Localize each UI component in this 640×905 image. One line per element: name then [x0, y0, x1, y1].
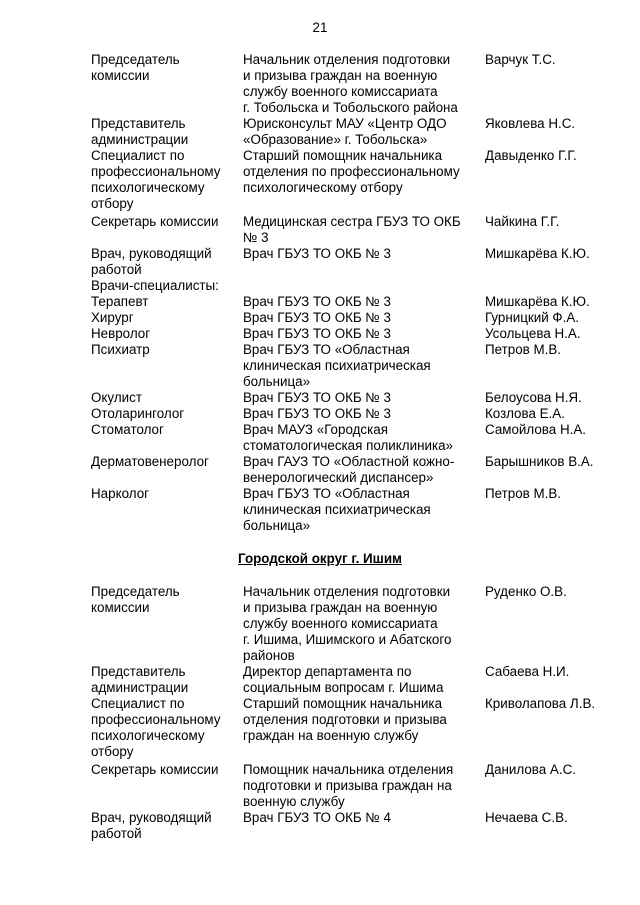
member-role: Дерматовенеролог	[91, 454, 209, 469]
member-role: Врач, руководящий работой Врачи-специалисты:	[91, 246, 219, 293]
member-role: Специалист по профессиональному психологическому отбору	[91, 696, 221, 759]
member-name: Руденко О.В.	[485, 584, 567, 599]
member-position: Врач ГБУЗ ТО ОКБ № 3	[243, 390, 391, 405]
member-position: Начальник отделения подготовки и призыва граждан на военную службу военного комиссариата г. Тобольска и Тобольского района	[243, 52, 458, 115]
member-role: Председатель комиссии	[91, 584, 180, 615]
table-row	[0, 246, 640, 294]
commission-table-tobolsk	[0, 52, 640, 534]
member-role: Отоларинголог	[91, 406, 185, 421]
table-row	[0, 294, 640, 310]
member-name: Усольцева Н.А.	[485, 326, 581, 341]
table-row	[0, 486, 640, 534]
table-row	[0, 326, 640, 342]
member-position: Директор департамента по социальным вопросам г. Ишима	[243, 664, 444, 695]
table-row	[0, 390, 640, 406]
member-name: Гурницкий Ф.А.	[485, 310, 579, 325]
member-position: Врач ГБУЗ ТО ОКБ № 3	[243, 246, 391, 261]
member-position: Врач МАУЗ «Городская стоматологическая поликлиника»	[243, 422, 454, 453]
member-role: Нарколог	[91, 486, 150, 501]
member-position: Врач ГБУЗ ТО «Областная клиническая психиатрическая больница»	[243, 486, 431, 533]
member-position: Врач ГБУЗ ТО ОКБ № 3	[243, 310, 391, 325]
member-name: Чайкина Г.Г.	[485, 214, 560, 229]
table-row	[0, 342, 640, 390]
member-position: Врач ГБУЗ ТО ОКБ № 4	[243, 810, 391, 825]
member-name: Мишкарёва К.Ю.	[485, 294, 590, 309]
member-role: Секретарь комиссии	[91, 214, 219, 229]
member-name: Белоусова Н.Я.	[485, 390, 582, 405]
member-position: Начальник отделения подготовки и призыва граждан на военную службу военного комиссариата г. Ишима, Ишимского и Абатского районов	[243, 584, 452, 663]
member-position: Юрисконсульт МАУ «Центр ОДО «Образование» г. Тобольска»	[243, 116, 447, 147]
member-name: Варчук Т.С.	[485, 52, 556, 67]
table-row	[0, 422, 640, 454]
member-role: Представитель администрации	[91, 116, 189, 147]
member-role: Невролог	[91, 326, 151, 341]
table-row	[0, 52, 640, 116]
member-role: Представитель администрации	[91, 664, 189, 695]
table-row	[0, 762, 640, 810]
table-row	[0, 406, 640, 422]
commission-table-ishim	[0, 584, 640, 842]
member-name: Давыденко Г.Г.	[485, 148, 577, 163]
member-role: Секретарь комиссии	[91, 762, 219, 777]
member-position: Медицинская сестра ГБУЗ ТО ОКБ № 3	[243, 214, 461, 245]
member-position: Врач ГБУЗ ТО ОКБ № 3	[243, 326, 391, 341]
member-role: Хирург	[91, 310, 134, 325]
member-role: Терапевт	[91, 294, 149, 309]
table-row	[0, 116, 640, 148]
table-row	[0, 810, 640, 842]
member-position: Врач ГБУЗ ТО ОКБ № 3	[243, 294, 391, 309]
member-name: Барышников В.А.	[485, 454, 594, 469]
member-position: Врач ГБУЗ ТО ОКБ № 3	[243, 406, 391, 421]
member-position: Старший помощник начальника отделения подготовки и призыва граждан на военную службу	[243, 696, 447, 743]
member-position: Врач ГАУЗ ТО «Областной кожно- венерологический диспансер»	[243, 454, 455, 485]
table-row	[0, 214, 640, 246]
table-row	[0, 148, 640, 214]
member-name: Козлова Е.А.	[485, 406, 565, 421]
member-name: Самойлова Н.А.	[485, 422, 586, 437]
member-role: Психиатр	[91, 342, 150, 357]
member-name: Яковлева Н.С.	[485, 116, 576, 131]
section-heading: Городской округ г. Ишим	[238, 551, 402, 566]
member-role: Врач, руководящий работой	[91, 810, 212, 841]
member-name: Мишкарёва К.Ю.	[485, 246, 590, 261]
member-name: Данилова А.С.	[485, 762, 576, 777]
table-row	[0, 310, 640, 326]
member-position: Старший помощник начальника отделения по профессиональному психологическому отбору	[243, 148, 460, 195]
member-role: Окулист	[91, 390, 142, 405]
member-position: Помощник начальника отделения подготовки и призыва граждан на военную службу	[243, 762, 454, 809]
member-name: Криволапова Л.В.	[485, 696, 596, 711]
member-name: Петров М.В.	[485, 486, 562, 501]
page-number: 21	[312, 20, 328, 35]
table-row	[0, 696, 640, 762]
member-position: Врач ГБУЗ ТО «Областная клиническая психиатрическая больница»	[243, 342, 431, 389]
member-role: Стоматолог	[91, 422, 164, 437]
table-row	[0, 454, 640, 486]
member-name: Петров М.В.	[485, 342, 562, 357]
table-row	[0, 584, 640, 664]
member-role: Председатель комиссии	[91, 52, 180, 83]
member-name: Сабаева Н.И.	[485, 664, 570, 679]
member-role: Специалист по профессиональному психологическому отбору	[91, 148, 221, 211]
member-name: Нечаева С.В.	[485, 810, 568, 825]
table-row	[0, 664, 640, 696]
